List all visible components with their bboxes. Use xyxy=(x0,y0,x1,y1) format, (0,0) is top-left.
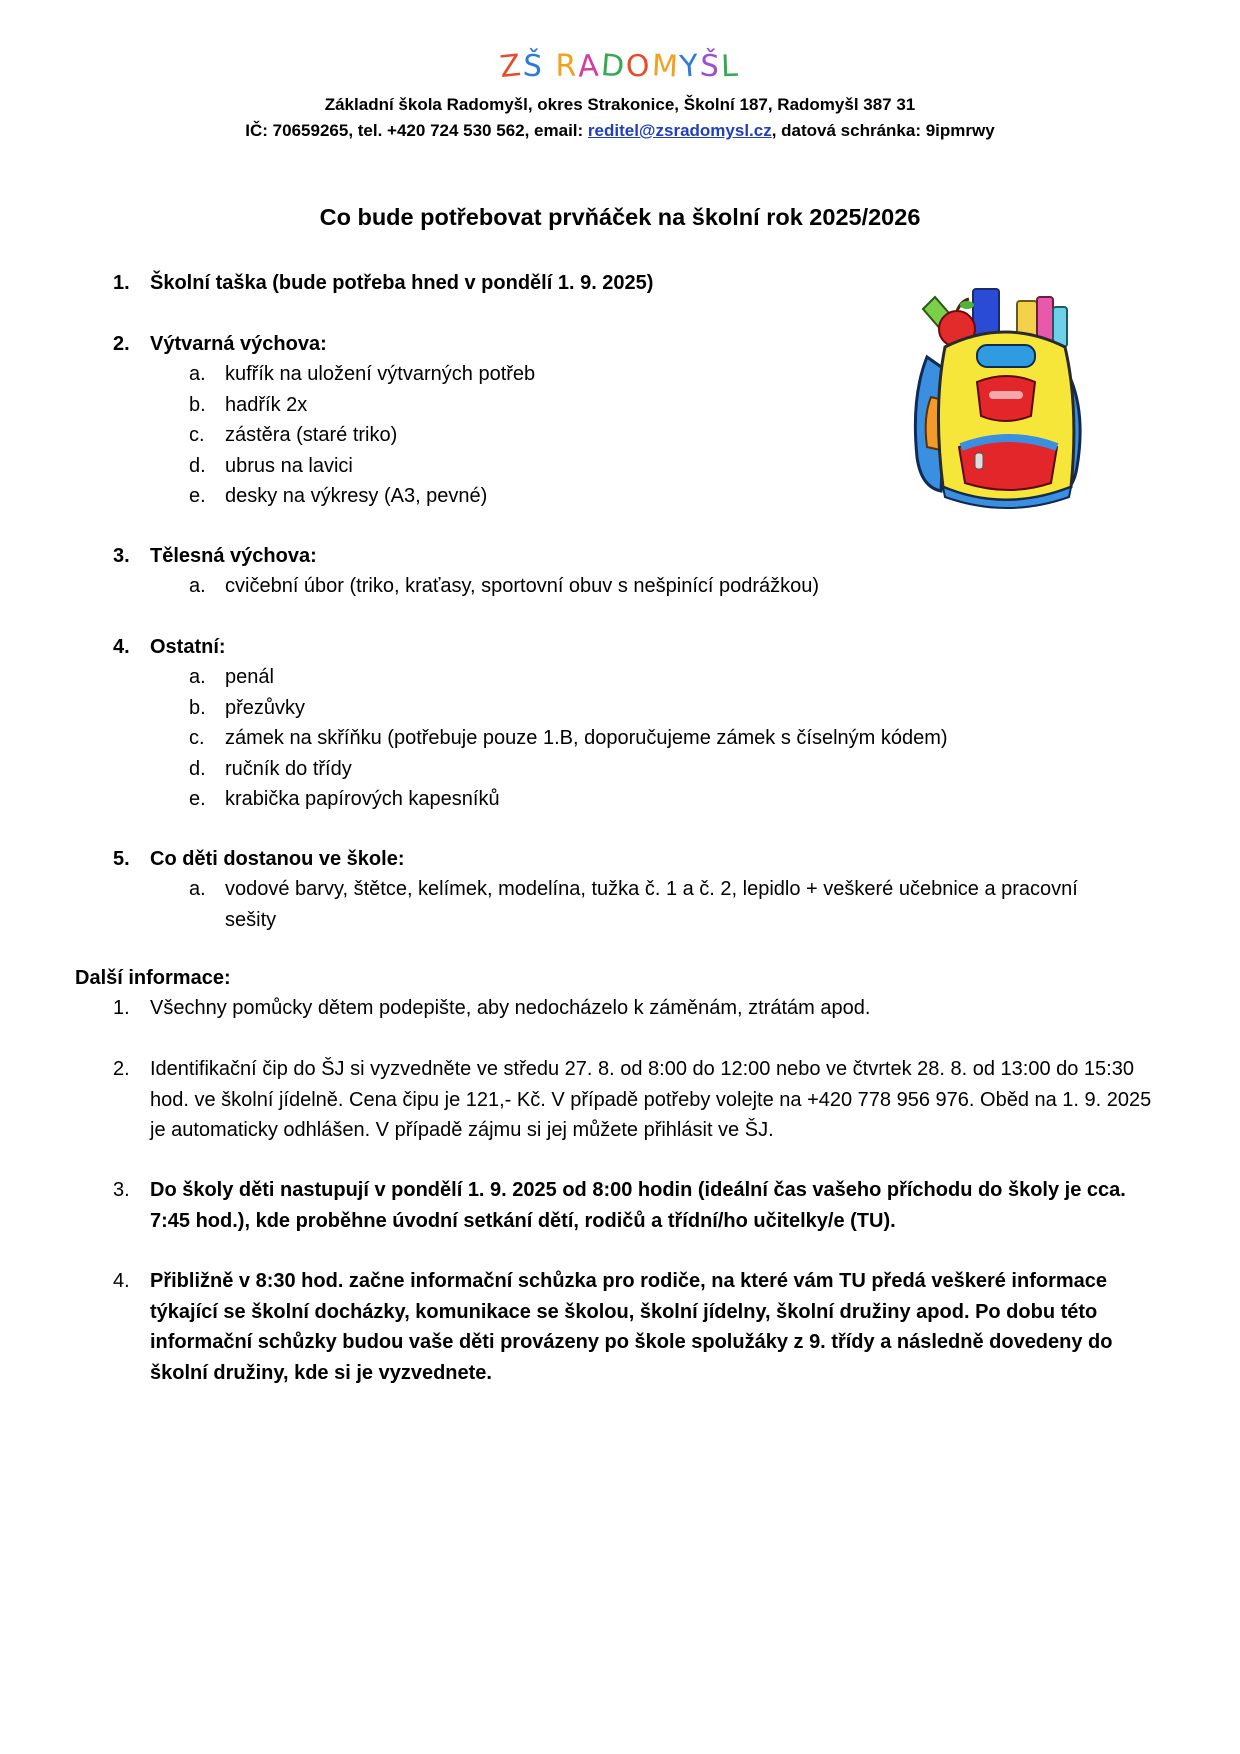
item-letter: d. xyxy=(189,454,206,477)
item-letter: a. xyxy=(189,363,206,385)
section-number: 4. xyxy=(113,636,130,658)
section-number: 3. xyxy=(113,545,130,567)
item-letter: a. xyxy=(189,666,206,688)
info-text: Všechny pomůcky dětem podepište, aby nedocházelo k záměnám, ztrátám apod. xyxy=(150,997,871,1019)
section-number: 2. xyxy=(113,333,130,355)
school-contacts xyxy=(0,118,1240,144)
item-letter: c. xyxy=(189,727,205,749)
list-item xyxy=(0,571,1240,602)
logo-letter: L xyxy=(720,48,741,85)
item-text: krabička papírových kapesníků xyxy=(225,788,500,810)
item-text: ručník do třídy xyxy=(225,757,352,780)
item-text: vodové barvy, štětce, kelímek, modelína, tužka č. 1 a č. 2, lepidlo + veškeré učebnice a pracovní sešity xyxy=(225,878,1078,931)
email-link[interactable]: reditel@zsradomysl.cz xyxy=(587,121,772,140)
section-label: Co děti dostanou ve škole: xyxy=(150,848,405,870)
page-title: Co bude potřebovat prvňáček na školní rok 2025/2026 xyxy=(319,204,921,230)
info-text: Přibližně v 8:30 hod. začne informační schůzka pro rodiče, na které vám TU předá veškeré informace týkající se školní docházky, komunikace se školou, školní jídelny, školní družiny apod. Po dobu této informační schůzky budou vaše děti provázeny po škole spolužáky z 9. třídy a následně dovedeny do školní družiny, kde si je vyzvednete. xyxy=(150,1270,1113,1384)
section-label: Tělesná výchova: xyxy=(150,545,317,567)
item-letter: d. xyxy=(189,757,206,780)
section-label: Ostatní: xyxy=(150,636,226,658)
list-item xyxy=(0,754,1240,785)
item-text: ubrus na lavici xyxy=(225,454,353,477)
logo-letter: D xyxy=(599,47,628,86)
logo-letter: Y xyxy=(678,48,702,85)
list-item xyxy=(0,784,1240,815)
item-text: penál xyxy=(225,666,274,688)
section-pe xyxy=(0,541,1240,602)
item-text: zástěra (staré triko) xyxy=(225,424,398,446)
logo-letter: O xyxy=(624,48,653,85)
info-text: Do školy děti nastupují v pondělí 1. 9. 2025 od 8:00 hodin (ideální čas vašeho příchodu do školy je cca. 7:45 hod.), kde proběhne úvodní setkání dětí, rodičů a třídní/ho učitelky/e (TU). xyxy=(150,1179,1126,1232)
item-text: přezůvky xyxy=(225,696,306,719)
contacts-suffix: , datová schránka: 9ipmrwy xyxy=(771,121,995,140)
logo-letter: Š xyxy=(521,48,546,85)
section-heading xyxy=(0,844,1240,874)
logo-letter: Š xyxy=(698,48,723,85)
item-text: cvičební úbor (triko, kraťasy, sportovní obuv s nešpinící podrážkou) xyxy=(225,575,820,597)
item-letter: e. xyxy=(189,485,206,507)
item-letter: b. xyxy=(189,696,206,719)
list-item xyxy=(0,662,1240,693)
logo-letter: Z xyxy=(498,47,525,86)
section-heading xyxy=(0,632,1240,662)
section-number: 5. xyxy=(113,848,130,870)
item-letter: c. xyxy=(189,424,205,446)
school-logo xyxy=(498,47,741,86)
item-letter: a. xyxy=(189,575,206,597)
section-provided-at-school xyxy=(0,844,1240,935)
logo-letter: R xyxy=(555,49,579,84)
logo-letter xyxy=(544,50,556,84)
info-number: 3. xyxy=(113,1179,130,1201)
item-letter: e. xyxy=(189,788,206,810)
info-number: 4. xyxy=(113,1270,130,1292)
info-number: 2. xyxy=(113,1058,130,1080)
section-heading xyxy=(0,541,1240,571)
section-other xyxy=(0,632,1240,815)
school-backpack-icon xyxy=(905,287,1090,512)
item-letter: b. xyxy=(189,393,206,416)
section-label: Školní taška (bude potřeba hned v pondělí 1. 9. 2025) xyxy=(150,272,654,294)
contacts-prefix: IČ: 70659265, tel. +420 724 530 562, email: xyxy=(245,121,588,140)
list-item xyxy=(0,874,1240,935)
section-label: Výtvarná výchova: xyxy=(150,333,327,355)
item-text: hadřík 2x xyxy=(225,393,308,416)
school-address: Základní škola Radomyšl, okres Strakonice, Školní 187, Radomyšl 387 31 xyxy=(324,95,916,114)
item-text: desky na výkresy (A3, pevné) xyxy=(225,485,488,507)
info-number: 1. xyxy=(113,997,130,1019)
list-item xyxy=(0,723,1240,754)
logo-letter: A xyxy=(577,48,602,85)
section-number: 1. xyxy=(113,272,130,294)
list-item xyxy=(0,693,1240,724)
extra-info-heading: Další informace: xyxy=(75,967,231,989)
item-letter: a. xyxy=(189,878,206,900)
item-text: zámek na skříňku (potřebuje pouze 1.B, doporučujeme zámek s číselným kódem) xyxy=(225,727,948,749)
letterhead xyxy=(0,47,1240,144)
item-text: kufřík na uložení výtvarných potřeb xyxy=(225,363,536,385)
logo-letter: M xyxy=(650,48,681,85)
info-text: Identifikační čip do ŠJ si vyzvedněte ve středu 27. 8. od 8:00 do 12:00 nebo ve čtvrtek 28. 8. od 13:00 do 15:30 hod. ve školní jídelně. Cena čipu je 121,- Kč. V případě potřeby volejte na +420 778 956 976. Oběd na 1. 9. 2025 je automaticky odhlášen. V případě zájmu si jej můžete přihlásit ve ŠJ. xyxy=(150,1058,1152,1141)
